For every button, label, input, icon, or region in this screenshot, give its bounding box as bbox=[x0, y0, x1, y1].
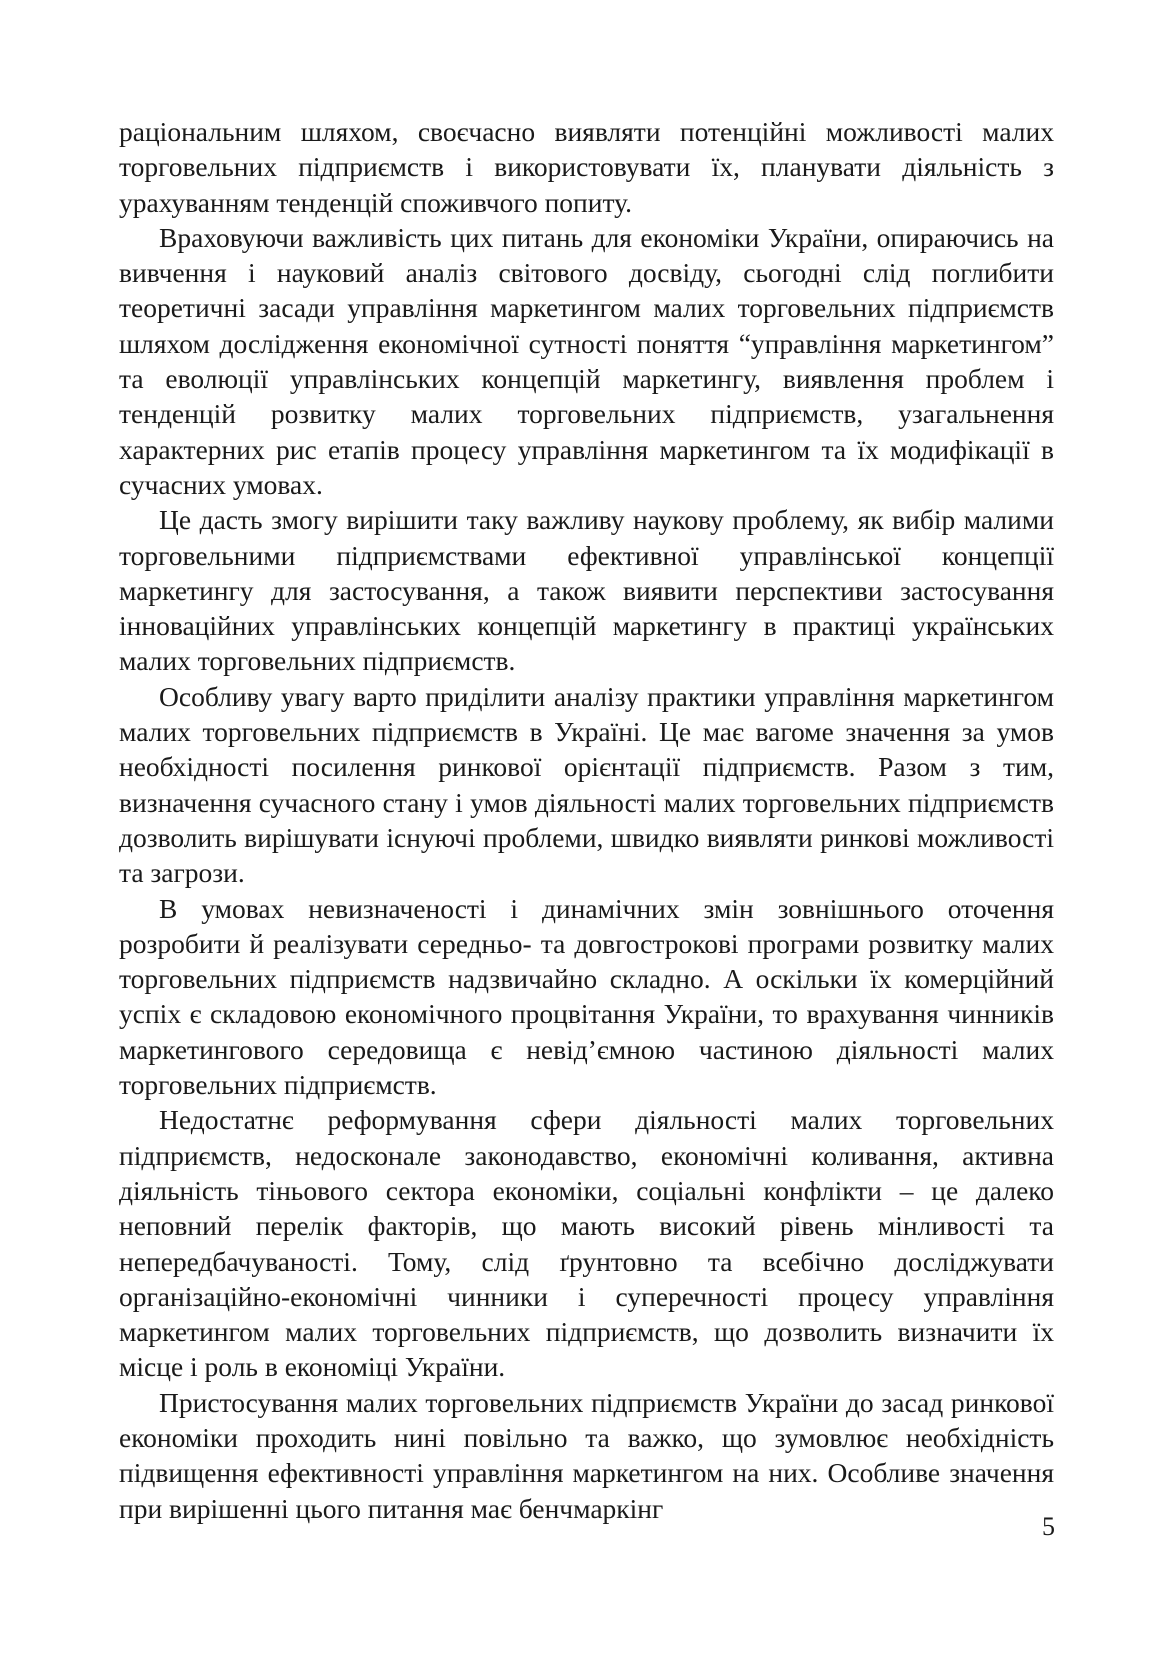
paragraph: Враховуючи важливість цих питань для економіки України, опираючись на вивчення і науковий аналіз світового досвіду, сьогодні слід поглибити теоретичні засади управління маркетингом малих торговельних підприємств шляхом дослідження економічної сутності поняття “управління маркетингом” та еволюції управлінських концепцій маркетингу, виявлення проблем і тенденцій розвитку малих торговельних підприємств, узагальнення характерних рис етапів процесу управління маркетингом та їх модифікації в сучасних умовах. bbox=[119, 221, 1054, 500]
paragraph: В умовах невизначеності і динамічних змін зовнішнього оточення розробити й реалізувати середньо- та довгострокові програми розвитку малих торговельних підприємств надзвичайно складно. А оскільки їх комерційний успіх є складовою економічного процвітання України, то врахування чинників маркетингового середовища є невід’ємною частиною діяльності малих торговельних підприємств. bbox=[119, 892, 1054, 1101]
paragraph-continuation: раціональним шляхом, своєчасно виявляти потенційні можливості малих торговельних підприємств і використовувати їх, планувати діяльність з урахуванням тенденцій споживчого попиту. bbox=[119, 116, 1054, 218]
paragraph: Пристосування малих торговельних підприємств України до засад ринкової економіки проходить нині повільно та важко, що зумовлює необхідність підвищення ефективності управління маркетингом на них. Особливе значення при вирішенні цього питання має бенчмаркінг bbox=[119, 1386, 1054, 1524]
paragraph: Особливу увагу варто приділити аналізу практики управління маркетингом малих торговельних підприємств в Україні. Це має вагоме значення за умов необхідності посилення ринкової орієнтації підприємств. Разом з тим, визначення сучасного стану і умов діяльності малих торговельних підприємств дозволить вирішувати існуючі проблеми, швидко виявляти ринкові можливості та загрози. bbox=[119, 680, 1054, 889]
page-number: 5 bbox=[1042, 1512, 1055, 1541]
paragraph: Це дасть змогу вирішити таку важливу наукову проблему, як вибір малими торговельними підприємствами ефективної управлінської концепції маркетингу для застосування, а також виявити перспективи застосування інноваційних управлінських концепцій маркетингу в практиці українських малих торговельних підприємств. bbox=[119, 504, 1054, 677]
body-text bbox=[119, 114, 1054, 1526]
paragraph: Недостатнє реформування сфери діяльності малих торговельних підприємств, недосконале законодавство, економічні коливання, активна діяльність тіньового сектора економіки, соціальні конфлікти – це далеко неповний перелік факторів, що мають високий рівень мінливості та непередбачуваності. Тому, слід ґрунтовно та всебічно досліджувати організаційно-економічні чинники і суперечності процесу управління маркетингом малих торговельних підприємств, що дозволить визначити їх місце і роль в економіці України. bbox=[119, 1104, 1054, 1383]
